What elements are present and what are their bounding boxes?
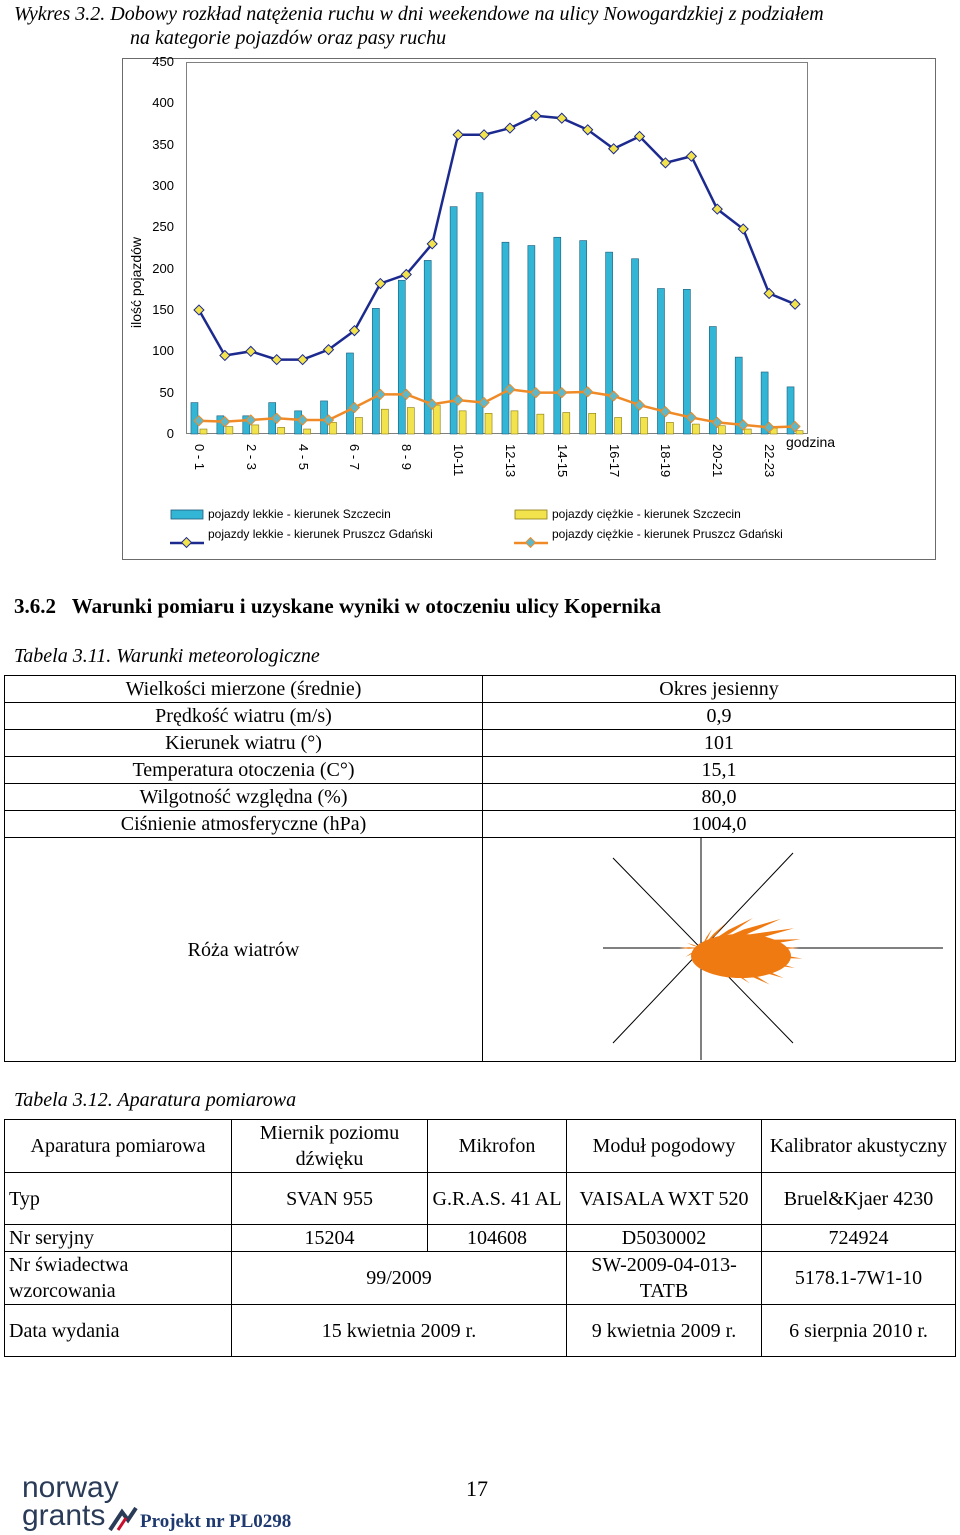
figure-caption-line1: Wykres 3.2. Dobowy rozkład natężenia ruchu w dni weekendowe na ulicy Nowogardzkiej z podziałem xyxy=(14,3,824,25)
equip-cell: Miernik poziomu dźwięku xyxy=(232,1120,428,1173)
x-tick-label: 8 - 9 xyxy=(399,444,415,471)
x-axis-label: godzina xyxy=(786,434,836,450)
meteo-cell: 80,0 xyxy=(483,784,956,811)
equip-cell: SVAN 955 xyxy=(232,1173,428,1225)
equip-cell: Moduł pogodowy xyxy=(567,1120,762,1173)
legend-label-1: pojazdy lekkie - kierunek Szczecin xyxy=(208,507,391,521)
table-row xyxy=(5,1305,956,1357)
legend-label-3: pojazdy lekkie - kierunek Pruszcz Gdański xyxy=(208,527,433,541)
table-row xyxy=(5,757,956,784)
bar-light-szczecin xyxy=(398,280,405,434)
equip-cell: 15 kwietnia 2009 r. xyxy=(232,1305,567,1357)
table1-caption: Tabela 3.11. Warunki meteorologiczne xyxy=(14,645,320,667)
bar-heavy-szczecin xyxy=(485,413,492,434)
marker-light-pruszcz xyxy=(479,130,489,140)
marker-light-pruszcz xyxy=(220,351,230,361)
meteo-cell: 1004,0 xyxy=(483,811,956,838)
x-tick-label: 20-21 xyxy=(710,444,726,478)
wind-rose-label: Róża wiatrów xyxy=(5,838,483,1062)
table-row xyxy=(5,1225,956,1252)
meteo-cell: Prędkość wiatru (m/s) xyxy=(5,703,483,730)
equip-cell: 724924 xyxy=(762,1225,956,1252)
bar-heavy-szczecin xyxy=(563,413,570,434)
meteo-cell: Temperatura otoczenia (C°) xyxy=(5,757,483,784)
bar-heavy-szczecin xyxy=(796,431,803,434)
equip-cell: 99/2009 xyxy=(232,1252,567,1305)
bar-heavy-szczecin xyxy=(278,427,285,434)
figure-caption-line2: na kategorie pojazdów oraz pasy ruchu xyxy=(130,27,447,49)
bar-heavy-szczecin xyxy=(226,427,233,434)
marker-light-pruszcz xyxy=(194,305,204,315)
bar-light-szczecin xyxy=(580,241,587,434)
bar-heavy-szczecin xyxy=(718,426,725,434)
meteo-cell: Wilgotność względna (%) xyxy=(5,784,483,811)
bar-light-szczecin xyxy=(528,246,535,434)
marker-light-pruszcz xyxy=(505,123,515,133)
equip-cell: 9 kwietnia 2009 r. xyxy=(567,1305,762,1357)
wind-rose-graphic xyxy=(603,838,943,1060)
bar-heavy-szczecin xyxy=(330,422,337,434)
table-row xyxy=(5,703,956,730)
meteo-cell: 15,1 xyxy=(483,757,956,784)
bar-heavy-szczecin xyxy=(692,424,699,434)
y-tick-label: 200 xyxy=(152,260,174,276)
equip-cell: SW-2009-04-013-TATB xyxy=(567,1252,762,1305)
bar-light-szczecin xyxy=(372,308,379,434)
x-tick-label: 6 - 7 xyxy=(347,444,363,471)
legend-swatch-heavy-szczecin xyxy=(515,510,547,519)
x-tick-label: 4 - 5 xyxy=(295,444,311,471)
bar-heavy-szczecin xyxy=(459,411,466,434)
equip-cell: Aparatura pomiarowa xyxy=(5,1120,232,1173)
bar-heavy-szczecin xyxy=(407,408,414,434)
x-tick-label: 10-11 xyxy=(451,444,467,477)
equip-cell: 15204 xyxy=(232,1225,428,1252)
equip-cell: D5030002 xyxy=(567,1225,762,1252)
bar-light-szczecin xyxy=(606,252,613,434)
table2-caption: Tabela 3.12. Aparatura pomiarowa xyxy=(14,1089,297,1111)
marker-light-pruszcz xyxy=(246,346,256,356)
equip-cell: Data wydania xyxy=(5,1305,232,1357)
x-tick-label: 0 - 1 xyxy=(191,444,207,471)
equip-cell: G.R.A.S. 41 AL xyxy=(428,1173,567,1225)
wind-rose-petals xyxy=(679,918,802,985)
marker-light-pruszcz xyxy=(375,279,385,289)
bar-light-szczecin xyxy=(554,237,561,434)
equip-cell: Typ xyxy=(5,1173,232,1225)
x-tick-label: 2 - 3 xyxy=(243,444,259,471)
equip-cell: Bruel&Kjaer 4230 xyxy=(762,1173,956,1225)
x-tick-label: 22-23 xyxy=(762,444,778,478)
marker-light-pruszcz xyxy=(686,151,696,161)
table-row xyxy=(5,784,956,811)
wind-rose-cell xyxy=(483,838,956,1062)
marker-light-pruszcz xyxy=(790,299,800,309)
bar-heavy-szczecin xyxy=(537,414,544,434)
bar-heavy-szczecin xyxy=(589,413,596,434)
equip-cell: Kalibrator akustyczny xyxy=(762,1120,956,1173)
bar-heavy-szczecin xyxy=(252,425,259,434)
table-row xyxy=(5,1120,956,1173)
equip-cell: 104608 xyxy=(428,1225,567,1252)
meteo-cell: 101 xyxy=(483,730,956,757)
table-row xyxy=(5,1173,956,1225)
x-tick-label: 12-13 xyxy=(502,444,518,478)
chart-svg xyxy=(0,0,960,600)
bar-light-szczecin xyxy=(709,327,716,434)
norway-grants-logo xyxy=(22,1471,119,1532)
bar-heavy-szczecin xyxy=(615,417,622,434)
meteo-cell: Ciśnienie atmosferyczne (hPa) xyxy=(5,811,483,838)
equip-cell: 5178.1-7W1-10 xyxy=(762,1252,956,1305)
y-tick-label: 350 xyxy=(152,136,174,152)
meteo-table xyxy=(4,675,956,1062)
equip-cell: VAISALA WXT 520 xyxy=(567,1173,762,1225)
y-tick-label: 0 xyxy=(166,426,174,441)
legend-label-4: pojazdy ciężkie - kierunek Pruszcz Gdański xyxy=(552,527,783,541)
bar-heavy-szczecin xyxy=(355,417,362,434)
table-row xyxy=(5,811,956,838)
x-tick-label: 14-15 xyxy=(554,444,570,478)
bar-heavy-szczecin xyxy=(641,417,648,434)
y-tick-label: 50 xyxy=(159,384,174,400)
marker-light-pruszcz xyxy=(531,111,541,121)
y-tick-label: 100 xyxy=(152,343,174,359)
meteo-header-quantity: Wielkości mierzone (średnie) xyxy=(5,676,483,703)
marker-light-pruszcz xyxy=(453,130,463,140)
marker-light-pruszcz xyxy=(298,355,308,365)
logo-swoosh-icon xyxy=(108,1504,138,1532)
line-heavy-pruszcz xyxy=(199,389,795,427)
bar-heavy-szczecin xyxy=(511,411,518,434)
equipment-table xyxy=(4,1119,956,1357)
equip-cell: Nr świadectwa wzorcowania xyxy=(5,1252,232,1305)
x-tick-label: 16-17 xyxy=(606,444,622,478)
y-axis-label: ilość pojazdów xyxy=(128,236,144,328)
y-tick-label: 400 xyxy=(152,95,174,111)
bar-light-szczecin xyxy=(424,260,431,434)
bar-heavy-szczecin xyxy=(433,405,440,434)
bar-light-szczecin xyxy=(476,193,483,434)
logo-line2: grants xyxy=(22,1499,106,1532)
bar-heavy-szczecin xyxy=(666,422,673,434)
meteo-cell: 0,9 xyxy=(483,703,956,730)
y-tick-label: 300 xyxy=(152,178,174,193)
logo-line1: norway xyxy=(22,1471,119,1504)
bar-heavy-szczecin xyxy=(381,409,388,434)
table-row xyxy=(5,730,956,757)
wind-rose-core xyxy=(691,934,791,978)
marker-light-pruszcz xyxy=(557,113,567,123)
page-number: 17 xyxy=(466,1476,488,1501)
y-tick-label: 450 xyxy=(152,54,174,69)
legend-swatch-light-szczecin xyxy=(171,510,203,519)
bar-heavy-szczecin xyxy=(200,429,207,434)
y-tick-label: 150 xyxy=(152,302,174,317)
meteo-cell: Kierunek wiatru (°) xyxy=(5,730,483,757)
x-tick-label: 18-19 xyxy=(658,444,674,478)
bar-light-szczecin xyxy=(502,242,509,434)
equip-cell: Mikrofon xyxy=(428,1120,567,1173)
legend-label-2: pojazdy ciężkie - kierunek Szczecin xyxy=(552,507,741,521)
bar-heavy-szczecin xyxy=(744,429,751,434)
bar-light-szczecin xyxy=(346,353,353,434)
line-light-pruszcz xyxy=(199,116,795,360)
marker-light-pruszcz xyxy=(272,355,282,365)
section-heading: 3.6.2 Warunki pomiaru i uzyskane wyniki w otoczeniu ulicy Kopernika xyxy=(14,594,662,618)
y-tick-label: 250 xyxy=(152,219,174,235)
table-row xyxy=(5,1252,956,1305)
meteo-header-period: Okres jesienny xyxy=(483,676,956,703)
equip-cell: 6 sierpnia 2010 r. xyxy=(762,1305,956,1357)
bar-heavy-szczecin xyxy=(304,429,311,434)
bar-light-szczecin xyxy=(683,289,690,434)
project-number: Projekt nr PL0298 xyxy=(140,1511,292,1532)
marker-light-pruszcz xyxy=(764,289,774,299)
equip-cell: Nr seryjny xyxy=(5,1225,232,1252)
